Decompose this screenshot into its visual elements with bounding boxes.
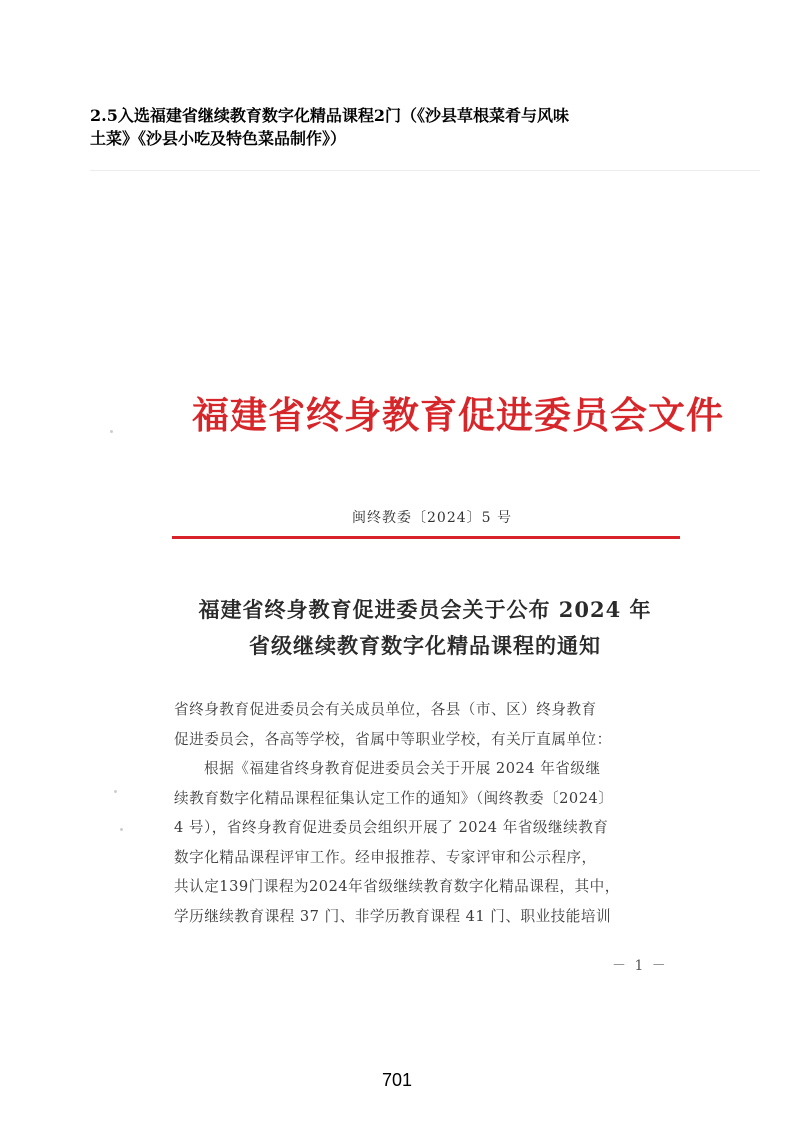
document-number: 闽终教委〔2024〕5 号 [352,510,512,526]
scan-speck [120,828,123,831]
body-line: 续教育数字化精品课程征集认定工作的通知》（闽终教委〔2024〕 [174,789,614,807]
scan-speck [114,790,117,793]
body-line: 促进委员会，各高等学校，省属中等职业学校，有关厅直属单位： [174,730,612,748]
body-line: 共认定139门课程为2024年省级继续教育数字化精品课程，其中， [174,878,620,895]
document-header: 福建省终身教育促进委员会文件 [192,393,724,437]
body-line: 数字化精品课程评审工作。经申报推荐、专家评审和公示程序， [174,848,597,866]
document-page-mark: － 1 － [612,958,668,974]
body-line: 学历继续教育课程 37 门、非学历教育课程 41 门、职业技能培训 [174,907,612,925]
scan-speck [110,430,113,433]
body-line: 省终身教育促进委员会有关成员单位，各县（市、区）终身教育 [174,701,597,718]
caption-line: 2.5入选福建省继续教育数字化精品课程2门（《沙县草根菜肴与风味 [90,106,569,125]
notice-title-line: 福建省终身教育促进委员会关于公布 2024 年 [198,597,652,622]
notice-title-line: 省级继续教育数字化精品课程的通知 [249,633,601,658]
scanned-document [92,300,732,980]
caption-divider [90,170,760,171]
caption [90,104,670,150]
notice-body [174,695,694,931]
notice-title [180,592,670,664]
body-line: 4 号），省终身教育促进委员会组织开展了 2024 年省级继续教育 [174,819,609,836]
body-line: 根据《福建省终身教育促进委员会关于开展 2024 年省级继 [204,760,601,777]
caption-line: 土菜》《沙县小吃及特色菜品制作》） [90,129,347,148]
page-number: 701 [381,1070,413,1090]
red-header-rule [172,536,680,539]
